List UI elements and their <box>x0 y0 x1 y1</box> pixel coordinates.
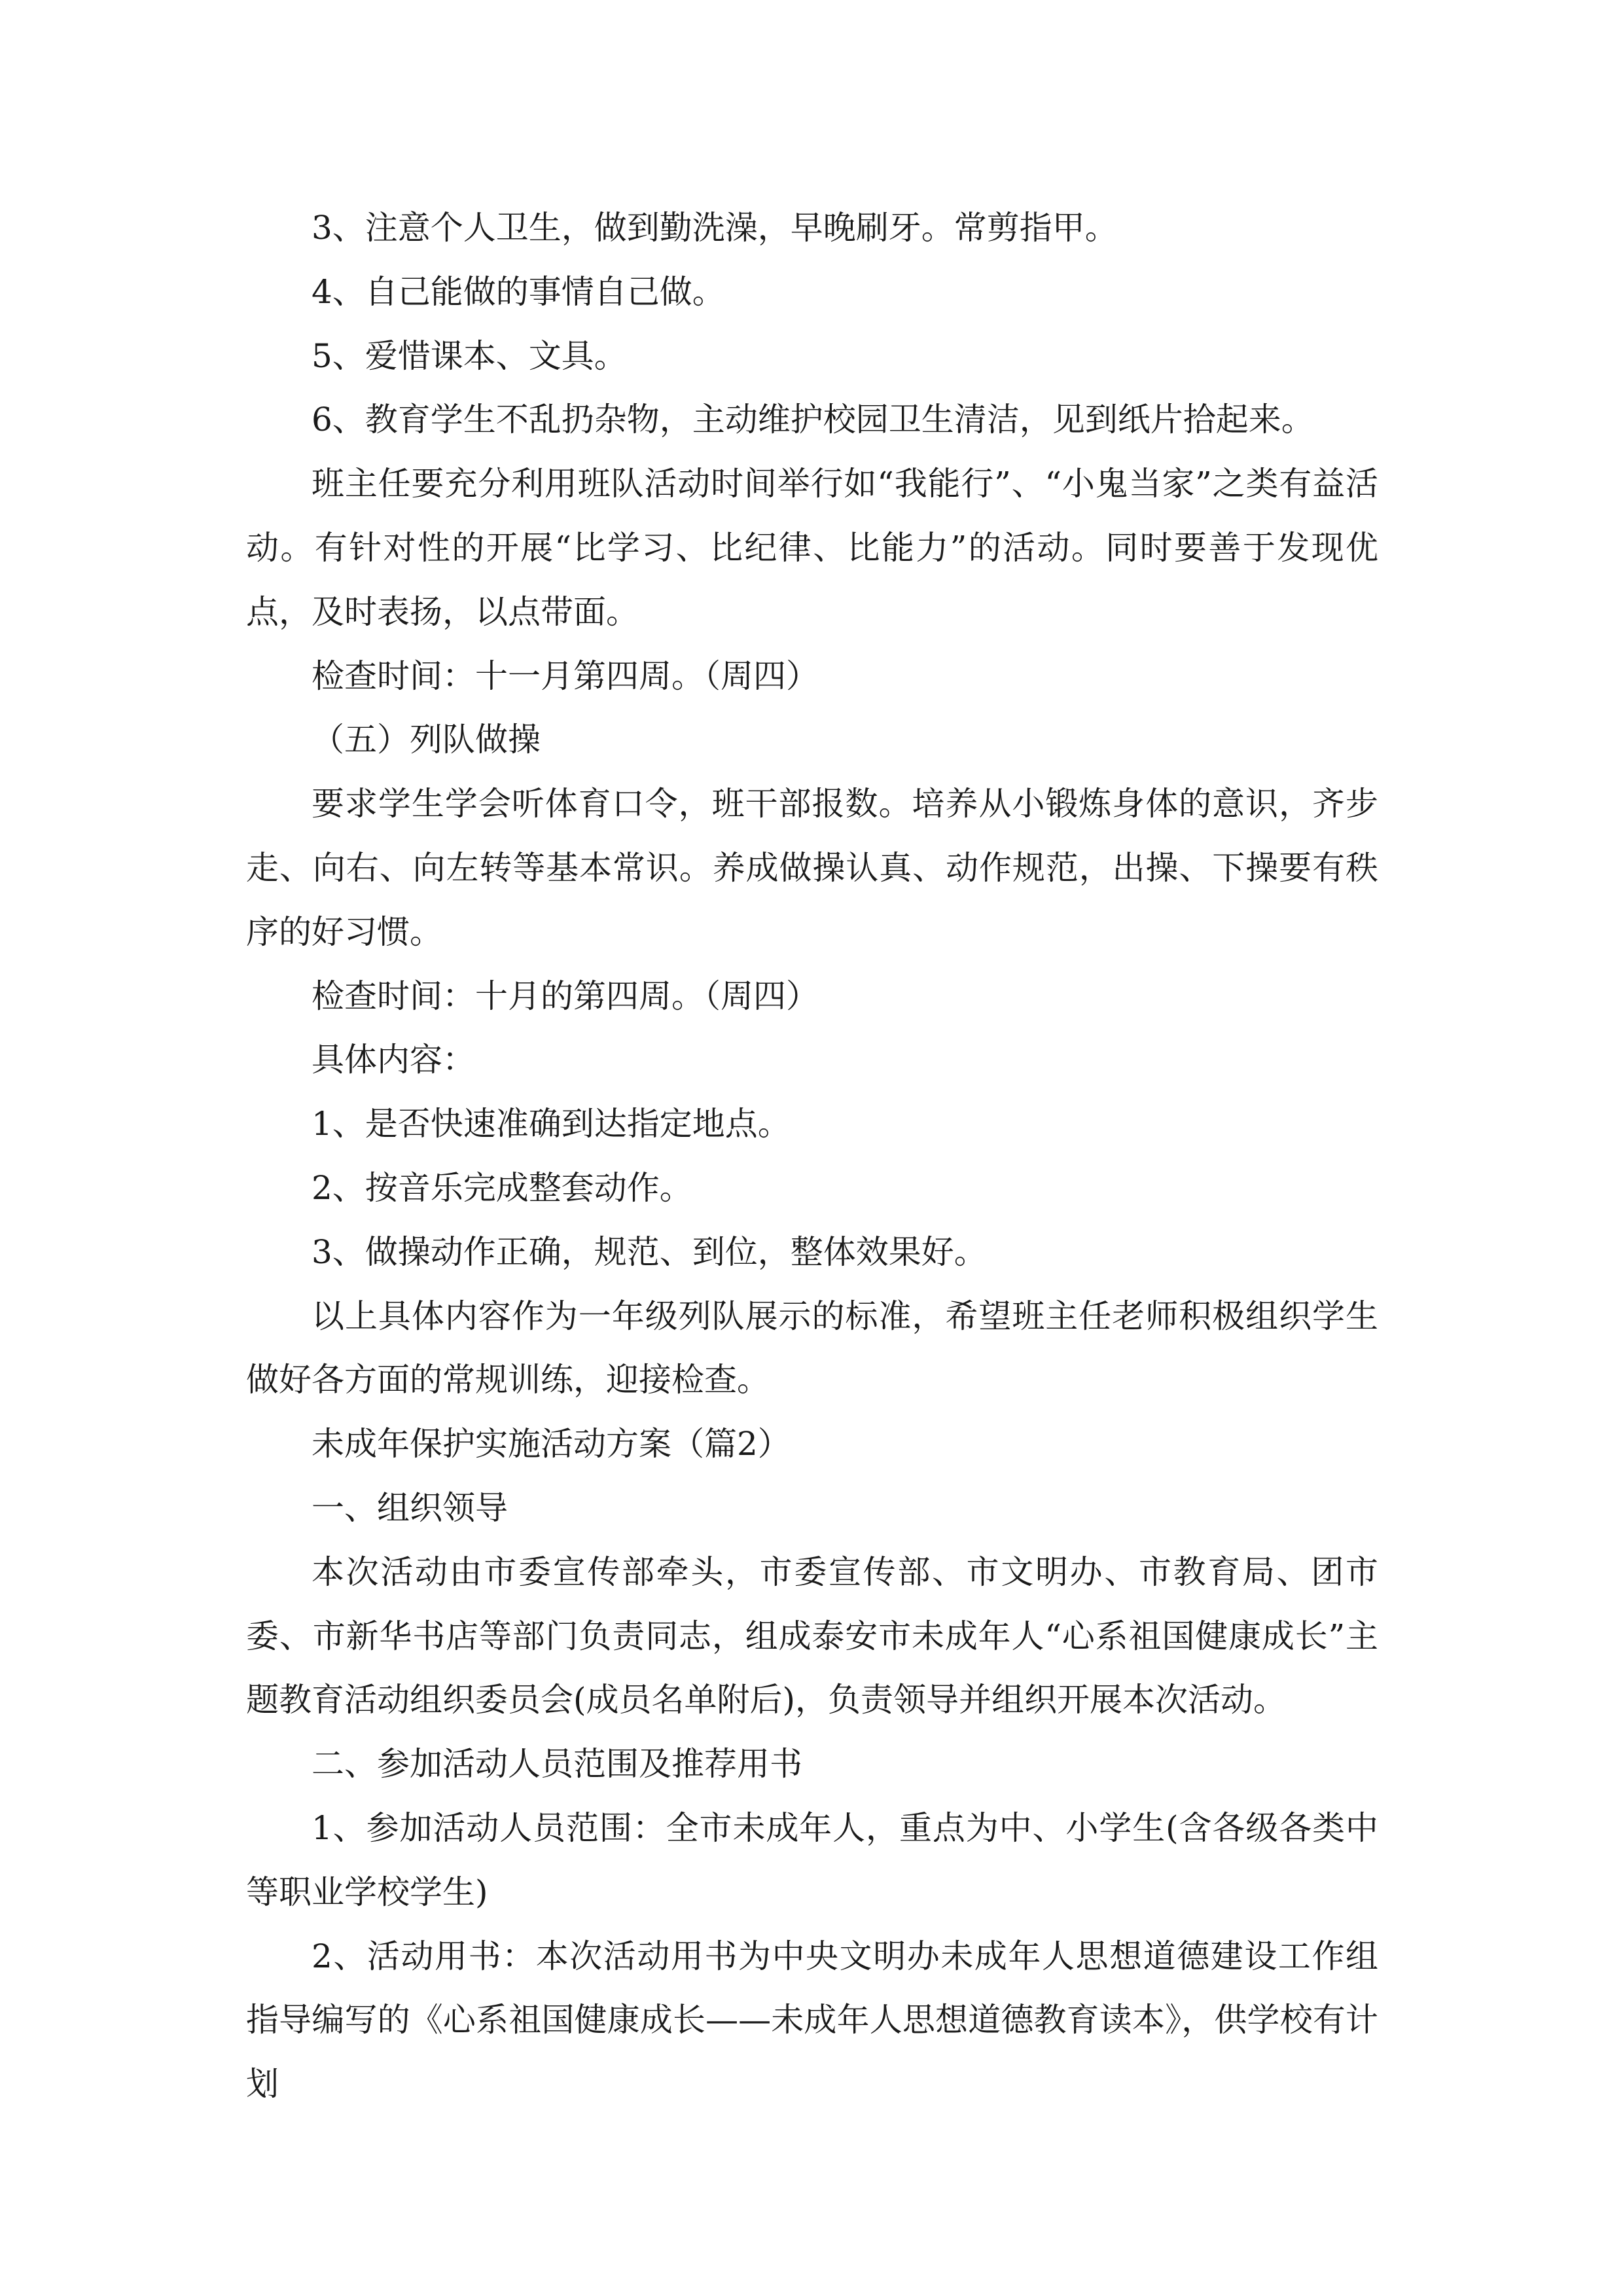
paragraph-inspection-time-oct: 检查时间：十月的第四周。（周四） <box>312 977 819 1015</box>
section-heading-organization: 一、组织领导 <box>312 1488 508 1527</box>
paragraph-standards: 以上具体内容作为一年级列队展示的标准，希望班主任老师积极组织学生做好各方面的常规训练，迎接检查。 <box>246 1297 1378 1399</box>
paragraph-litter: 6、教育学生不乱扔杂物，主动维护校园卫生清洁，见到纸片拾起来。 <box>312 401 1314 439</box>
section-heading-participants: 二、参加活动人员范围及推荐用书 <box>312 1745 802 1784</box>
paragraph-class-activities: 班主任要充分利用班队活动时间举行如“我能行”、“小鬼当家”之类有益活动。有针对性的开展“比学习、比纪律、比能力”的活动。同时要善于发现优点，及时表扬，以点带面。 <box>246 465 1378 631</box>
document-body <box>246 196 1378 2117</box>
paragraph-hygiene: 3、注意个人卫生，做到勤洗澡，早晚刷牙。常剪指甲。 <box>312 209 1118 247</box>
paragraph-specific-content: 具体内容： <box>312 1041 475 1079</box>
paragraph-activity-book: 2、活动用书：本次活动用书为中央文明办未成年人思想道德建设工作组指导编写的《心系祖国健康成长——未成年人思想道德教育读本》，供学校有计划 <box>246 1937 1378 2104</box>
section-heading-lineup: （五）列队做操 <box>312 721 541 759</box>
list-item-music: 2、按音乐完成整套动作。 <box>312 1168 692 1207</box>
paragraph-self-reliance: 4、自己能做的事情自己做。 <box>312 272 725 311</box>
list-item-arrival: 1、是否快速准确到达指定地点。 <box>312 1105 791 1143</box>
paragraph-lineup-requirements: 要求学生学会听体育口令，班干部报数。培养从小锻炼身体的意识，齐步走、向右、向左转等基本常识。养成做操认真、动作规范，出操、下操要有秩序的好习惯。 <box>246 785 1378 951</box>
paragraph-organization: 本次活动由市委宣传部牵头，市委宣传部、市文明办、市教育局、团市委、市新华书店等部门负责同志，组成泰安市未成年人“心系祖国健康成长”主题教育活动组织委员会(成员名单附后)，负责领导并组织开展本次活动。 <box>246 1552 1378 1719</box>
paragraph-textbooks: 5、爱惜课本、文具。 <box>312 336 627 375</box>
list-item-movements: 3、做操动作正确，规范、到位，整体效果好。 <box>312 1232 987 1271</box>
section-title-plan-2: 未成年保护实施活动方案（篇2） <box>312 1425 791 1463</box>
paragraph-participants-scope: 1、参加活动人员范围：全市未成年人，重点为中、小学生(含各级各类中等职业学校学生) <box>246 1808 1378 1911</box>
paragraph-inspection-time-nov: 检查时间：十一月第四周。（周四） <box>312 656 819 695</box>
